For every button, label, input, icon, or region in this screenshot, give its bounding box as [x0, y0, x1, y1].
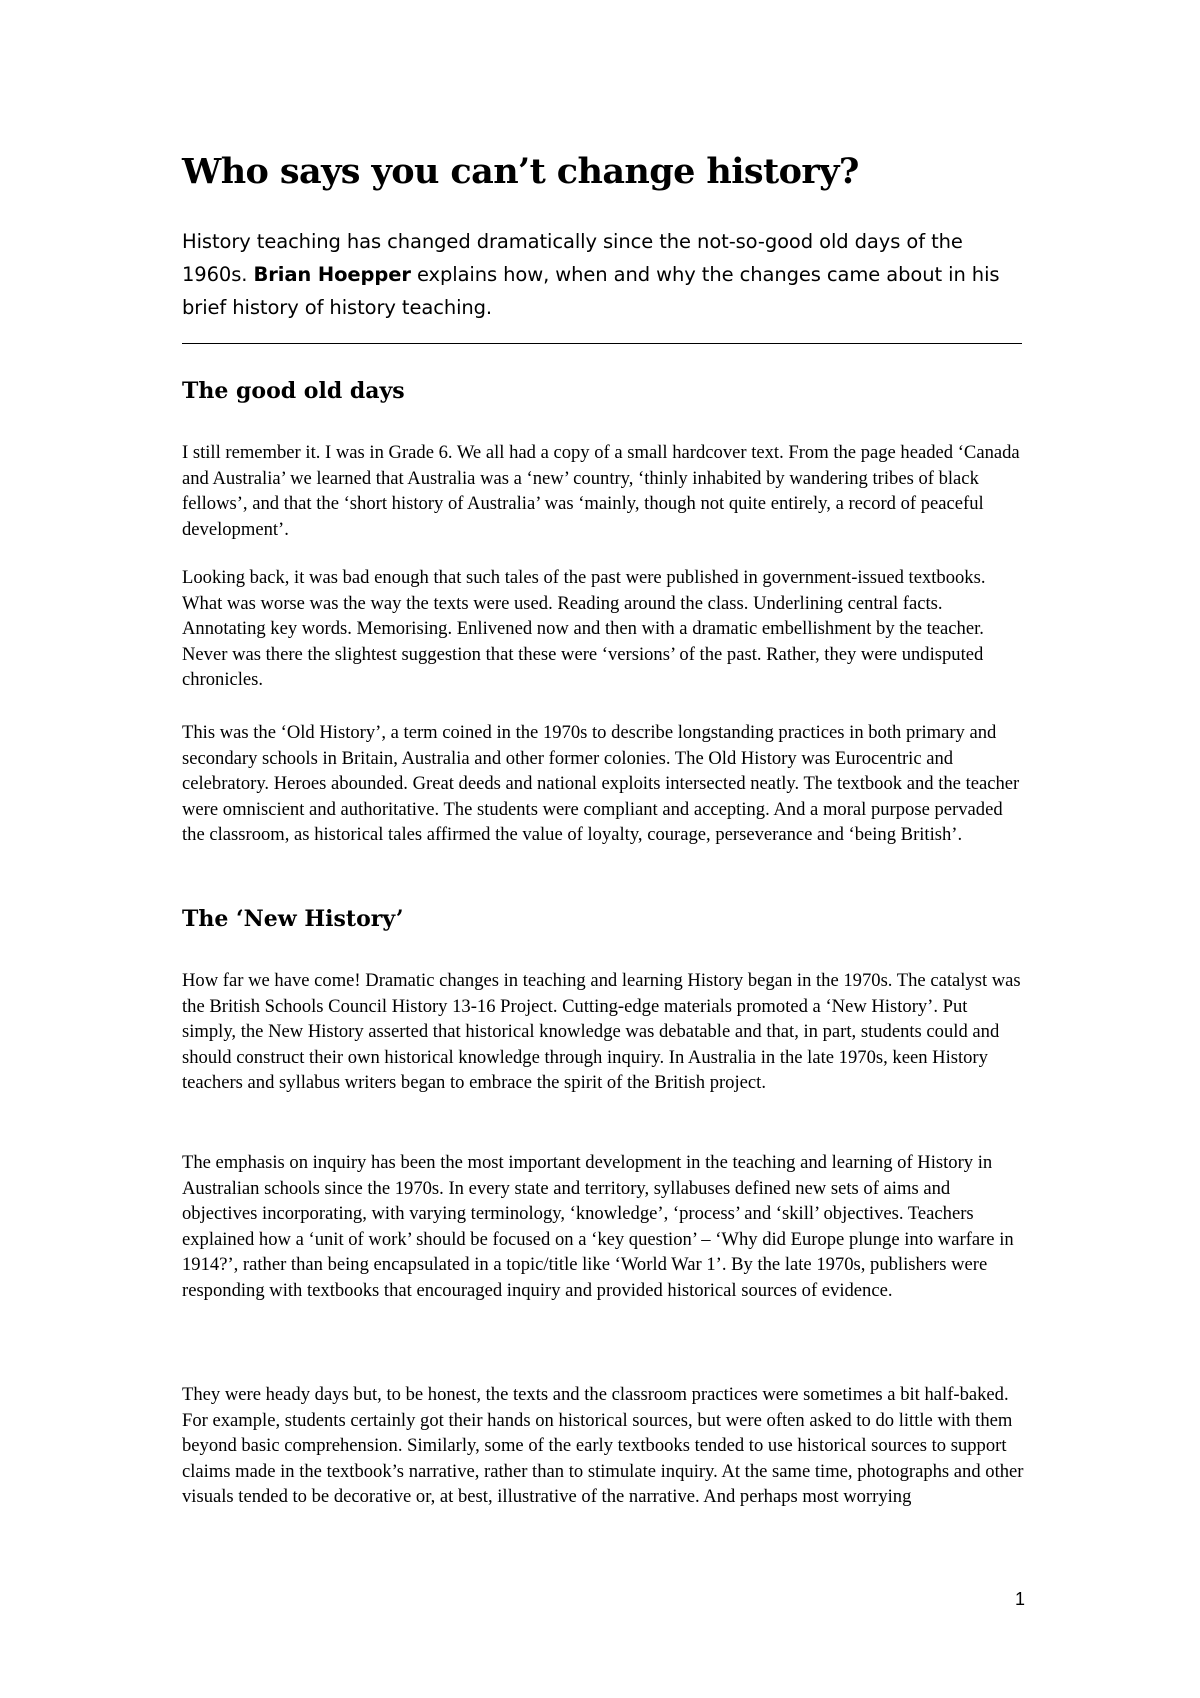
horizontal-divider	[182, 343, 1022, 344]
standfirst-outro: explains how, when and why the changes came about in his brief history of history teaching.	[182, 263, 1000, 319]
author-name: Brian Hoepper	[253, 263, 411, 286]
paragraph: They were heady days but, to be honest, the texts and the classroom practices were sometimes a bit half-baked. For example, students certainly got their hands on historical sources, but were often asked to do little with them beyond basic comprehension. Similarly, some of the early textbooks tended to use historical sources to support claims made in the textbook’s narrative, rather than to stimulate inquiry. At the same time, photographs and other visuals tended to be decorative or, at best, illustrative of the narrative. And perhaps most worrying	[182, 1384, 1024, 1507]
article-standfirst	[182, 225, 1022, 324]
article-title: Who says you can’t change history?	[182, 151, 859, 192]
paragraph: Looking back, it was bad enough that such tales of the past were published in government-issued textbooks. What was worse was the way the texts were used. Reading around the class. Underlining central facts. Annotating key words. Memorising. Enlivened now and then with a dramatic embellishment by the teacher. Never was there the slightest suggestion that these were ‘versions’ of the past. Rather, they were undisputed chronicles.	[182, 567, 986, 690]
paragraph: How far we have come! Dramatic changes in teaching and learning History began in the 1970s. The catalyst was the British Schools Council History 13-16 Project. Cutting-edge materials promoted a ‘New History’. Put simply, the New History asserted that historical knowledge was debatable and that, in part, students could and should construct their own historical knowledge through inquiry. In Australia in the late 1970s, keen History teachers and syllabus writers began to embrace the spirit of the British project.	[182, 970, 1021, 1093]
paragraph: I still remember it. I was in Grade 6. We all had a copy of a small hardcover text. From the page headed ‘Canada and Australia’ we learned that Australia was a ‘new’ country, ‘thinly inhabited by wandering tribes of black fellows’, and that the ‘short history of Australia’ was ‘mainly, though not quite entirely, a record of peaceful development’.	[182, 442, 1020, 540]
section-heading-good-old-days: The good old days	[182, 378, 405, 404]
section-heading-new-history: The ‘New History’	[182, 906, 404, 932]
standfirst-intro: History teaching has changed dramatically since the not-so-good old days of the 1960s.	[182, 230, 963, 286]
paragraph: This was the ‘Old History’, a term coined in the 1970s to describe longstanding practices in both primary and secondary schools in Britain, Australia and other former colonies. The Old History was Eurocentric and celebratory. Heroes abounded. Great deeds and national exploits intersected neatly. The textbook and the teacher were omniscient and authoritative. The students were compliant and accepting. And a moral purpose pervaded the classroom, as historical tales affirmed the value of loyalty, courage, perseverance and ‘being British’.	[182, 722, 1020, 845]
paragraph: The emphasis on inquiry has been the most important development in the teaching and learning of History in Australian schools since the 1970s. In every state and territory, syllabuses defined new sets of aims and objectives incorporating, with varying terminology, ‘knowledge’, ‘process’ and ‘skill’ objectives. Teachers explained how a ‘unit of work’ should be focused on a ‘key question’ – ‘Why did Europe plunge into warfare in 1914?’, rather than being encapsulated in a topic/title like ‘World War 1’. By the late 1970s, publishers were responding with textbooks that encouraged inquiry and provided historical sources of evidence.	[182, 1152, 1014, 1301]
page-number: 1	[1014, 1589, 1025, 1609]
